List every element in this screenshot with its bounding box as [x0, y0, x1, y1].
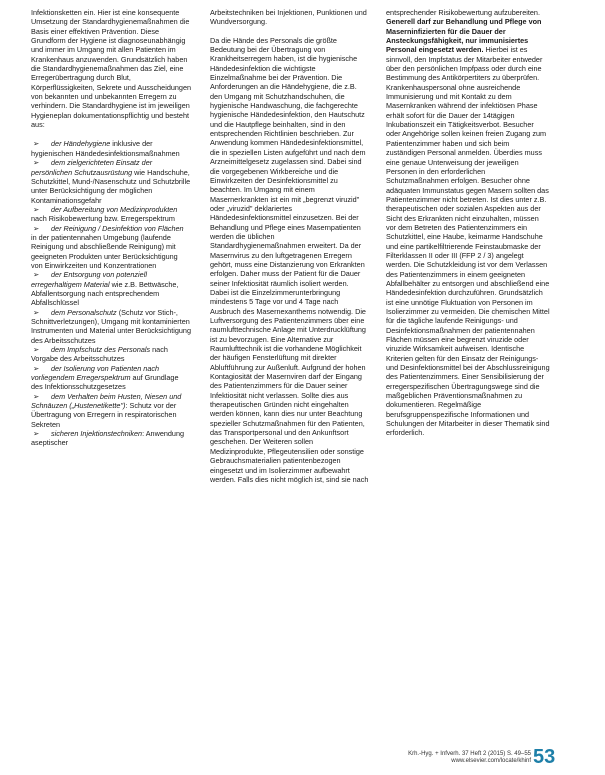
list-item-emphasis: der Aufbereitung von Medizinprodukten	[51, 204, 178, 214]
text-column-right	[386, 8, 550, 722]
list-item-text: wie Handschuhe, Schutzkittel, Mund-/Nasenschutz und Schutzbrille unter Berücksichtigung der möglichen Kontaminationsgefahr	[31, 167, 191, 205]
list-item-text: wie z.B. Bettwäsche, Abfallentsorgung nach entsprechendem Abfallschlüssel	[31, 279, 179, 308]
list-item-emphasis: dem Personalschutz	[51, 307, 117, 317]
list-item-text: auf Grundlage des Infektionsschutzgesetzes	[31, 373, 179, 392]
list-item	[31, 429, 191, 448]
list-item-text: (Schutz vor Stich-, Schnittverletzungen), Umgang mit kontaminierten Instrumenten und Material unter Berücksichtigung des Arbeitsschutzes	[31, 307, 191, 345]
arrow-bullet-icon: ➢	[33, 158, 40, 168]
list-item-emphasis: dem Impfschutz des Personals	[51, 345, 151, 355]
list-item-text: nach Risikobewertung bzw. Erregerspektrum	[31, 214, 175, 224]
arrow-bullet-icon: ➢	[33, 429, 40, 439]
intro-paragraph: Infektionsketten ein. Hier ist eine konsequente Umsetzung der Standardhygienemaßnahmen die Basis einer effektiven Prävention. Diese Grundform der Hygiene ist diagnoseunabhängig und immer im Umgang mit allen Patienten im Krankenhaus anzuwenden. Grundsätzlich haben die Standardhygienemaßnahmen das Ziel, eine Erregerübertragung durch Blut, Körperflüssigkeiten, Sekrete und Ausscheidungen von bekannten und unbekannten Erregern zu verhindern. Die Standardhygiene ist im jeweiligen Hygieneplan dokumentationspflichtig und besteht aus:	[31, 8, 191, 130]
list-item-emphasis: der Isolierung von Patienten nach vorliegendem Erregerspektrum	[31, 363, 160, 383]
list-item	[31, 139, 191, 158]
hand-hygiene-paragraph: Da die Hände des Personals die größte Bedeutung bei der Übertragung von Krankheitserregern haben, ist die hygienische Händedesinfektion die wichtigste Einzelmaßnahme bei der Prävention. Die Anforderungen an die Händehygiene, die z.B. den Umgang mit Schutzhandschuhen, die hygienische Handwaschung, die fachgerechte hygienische Händedesinfektion, den Hautschutz und die Hautpflege beinhalten, sind in den entsprechenden Richtlinien beschrieben. Zur Anwendung kommen Händedesinfektionsmittel, die in speziellen Listen aufgeführt und nach dem Arzneimittelgesetz zugelassen sind. Dabei sind die vorgegebenen Wirkbereiche und die Einwirkzeiten der Desinfektionsmittel zu beachten. Im Umgang mit einem Masernerkrankten ist ein mit „begrenzt viruzid" oder „viruzid" deklariertes Händedesinfektionsmittel einzusetzen. Bei der Behandlung und Pflege eines Masernpatienten werden die üblichen Standardhygienemaßnahmen erweitert. Da der Masernvirus zu den luftgetragenen Erregern gehört, muss eine Distanzierung von Erkrankten erfolgen. Daher muss der Patient für die Dauer seiner Infektiosität räumlich isoliert werden. Dabei ist die Einzelzimmerunterbringung mindestens 5 Tage vor und 4 Tage nach Ausbruch des Masernexanthems notwendig. Die Luftversorgung des Patientenzimmers über eine raumlufttechnische Anlage mit Unterdrucklüftung ist zu bevorzugen. Eine Alternative zur Raumlufttechnik ist die vorhandene Möglichkeit der häufigen Fensterlüftung mit direkter Abluftführung zur Außenluft. Aufgrund der hohen Kontagiosität der Masernviren darf der Eingang des Patientenzimmers für die Dauer seiner Infektiosität nicht verlassen. Sollte dies aus therapeutischen Gründen nicht eingehalten werden können, kann dies nur unter Beachtung spezieller Schutzmaßnahmen für den Patienten, das Transportpersonal und den Ankunftsort geschehen. Der Weiteren sollen Medizinprodukte, Pflegeutensilien oder sonstige Gebrauchsmaterialien patientenbezogen eingesetzt und im Isolierzimmer aufbewahrt werden. Falls dies nicht möglich ist, sind sie nach	[210, 35, 369, 484]
list-item-text: : Anwendung aseptischer	[31, 429, 185, 448]
list-item-emphasis: dem Verhalten beim Husten, Niesen und Schnäuzen („Hustenetikette")	[31, 391, 182, 411]
journal-reference: Krh.-Hyg. + Infverh. 37 Heft 2 (2015) S. 49–55	[408, 751, 531, 757]
list-item-emphasis: dem zielgerichteten Einsatz der persönlichen Schutzausrüstung	[31, 158, 153, 177]
text-column-middle	[210, 8, 369, 694]
column-opening-text: entsprechender Risikobewertung aufzubereiten.	[386, 8, 540, 17]
list-item-emphasis: sicheren Injektionstechniken	[51, 429, 143, 439]
column-opening-text: Arbeitstechniken bei Injektionen, Punktionen und Wundversorgung.	[210, 8, 367, 27]
list-item-text: nach Vorgabe des Arbeitsschutzes	[31, 345, 168, 364]
list-item-emphasis: der Reinigung / Desinfektion von Flächen	[51, 223, 184, 233]
arrow-bullet-icon: ➢	[33, 345, 40, 355]
list-item-emphasis: der Händehygiene	[51, 139, 111, 149]
bold-statement: Generell darf zur Behandlung und Pflege von Maserninfizierten für die Dauer der Ansteckungsfähigkeit, nur immunisiertes Personal eingesetzt werden.	[386, 17, 542, 55]
page-number: 53	[533, 746, 556, 768]
staff-visitor-paragraph: Hierbei ist es sinnvoll, den Impfstatus der Mitarbeiter entweder über den persönlichen Impfpass oder durch eine Bestimmung des Antikörpertiters zu überprüfen. Krankenhauspersonal ohne ausreichende Immunisierung und mit Kontakt zu dem Masernkranken während der infektiösen Phase erhält sofort für die Dauer der 14tägigen Inkubationszeit ein Tätigkeitsverbot. Besucher oder Angehörige sollen keinen freien Zugang zum Patientenzimmer haben und sich beim zuständigen Personal anmelden. Überdies muss eine genaue Unterweisung der jeweiligen Personen in den erforderlichen Schutzmaßnahmen erfolgen. Besucher ohne adäquaten Immunstatus gegen Masern sollten das Patientenzimmer nicht betreten. Ist dies unter z.B. therapeutischen oder sozialen Aspekten aus der Sicht des Erkrankten nicht einzuhalten, müssen vor dem Betreten des Patientenzimmers ein Schutzkittel, eine Haube, keimarme Handschuhe und eine partikelfiltrierende Feinstaubmaske der Filterklassen II oder III (FFP 2 / 3) angelegt werden. Die Schutzkleidung ist vor dem Verlassen des Patientenzimmers in einem geeigneten Abfallbehälter zu entsorgen und abschließend eine Händedesinfektion durchzuführen. Grundsätzlich ist eine unnötige Fluktuation von Personen im Isolierzimmer zu vermeiden. Die chemischen Mittel für die tägliche laufende Reinigungs- und Desinfektionsmaßnahmen der patientennahen Flächen müssen eine begrenzt viruzide oder viruzide Wirksamkeit aufweisen. Identische Kriterien gelten für den Einsatz der Reinigungs- und Desinfektionsmittel bei der Abschlussreinigung des Patientenzimmers. Einer Sensibilisierung der erregerspezifischen Übertragungswege sind die maßgeblichen Präventionsmaßnahmen zu dokumentieren. Regelmäßige berufsgruppenspezifische Informationen und Schulungen der Mitarbeiter in dieser Thematik sind erforderlich.	[386, 45, 550, 438]
list-item-text: : Schutz vor der Übertragung von Erregern in respiratorischen Sekreten	[31, 401, 177, 429]
list-item	[31, 205, 191, 224]
standard-hygiene-list	[31, 139, 191, 447]
list-item	[31, 270, 191, 307]
arrow-bullet-icon: ➢	[33, 307, 40, 317]
list-item-emphasis: der Entsorgung von potenziell erregerhaltigem Material	[31, 270, 147, 289]
list-item	[31, 392, 191, 429]
journal-url[interactable]: www.elsevier.com/locate/khinf	[451, 758, 531, 765]
arrow-bullet-icon: ➢	[33, 363, 40, 373]
list-item	[31, 224, 191, 271]
arrow-bullet-icon: ➢	[33, 391, 40, 401]
list-item	[31, 158, 191, 205]
arrow-bullet-icon: ➢	[33, 204, 40, 214]
text-column-left	[31, 8, 191, 738]
list-item-text: inklusive der hygienischen Händedesinfektionsmaßnahmen	[31, 139, 180, 158]
list-item	[31, 345, 191, 364]
journal-citation	[386, 751, 531, 766]
list-item	[31, 308, 191, 345]
arrow-bullet-icon: ➢	[33, 139, 40, 149]
list-item	[31, 364, 191, 392]
arrow-bullet-icon: ➢	[33, 223, 40, 233]
arrow-bullet-icon: ➢	[33, 270, 40, 280]
list-item-text: in der patientennahen Umgebung (laufende Reinigung und abschließende Reinigung) mit geeigneten Produkten unter Berücksichtigung von Einwirkzeiten und Konzentrationen	[31, 232, 178, 270]
